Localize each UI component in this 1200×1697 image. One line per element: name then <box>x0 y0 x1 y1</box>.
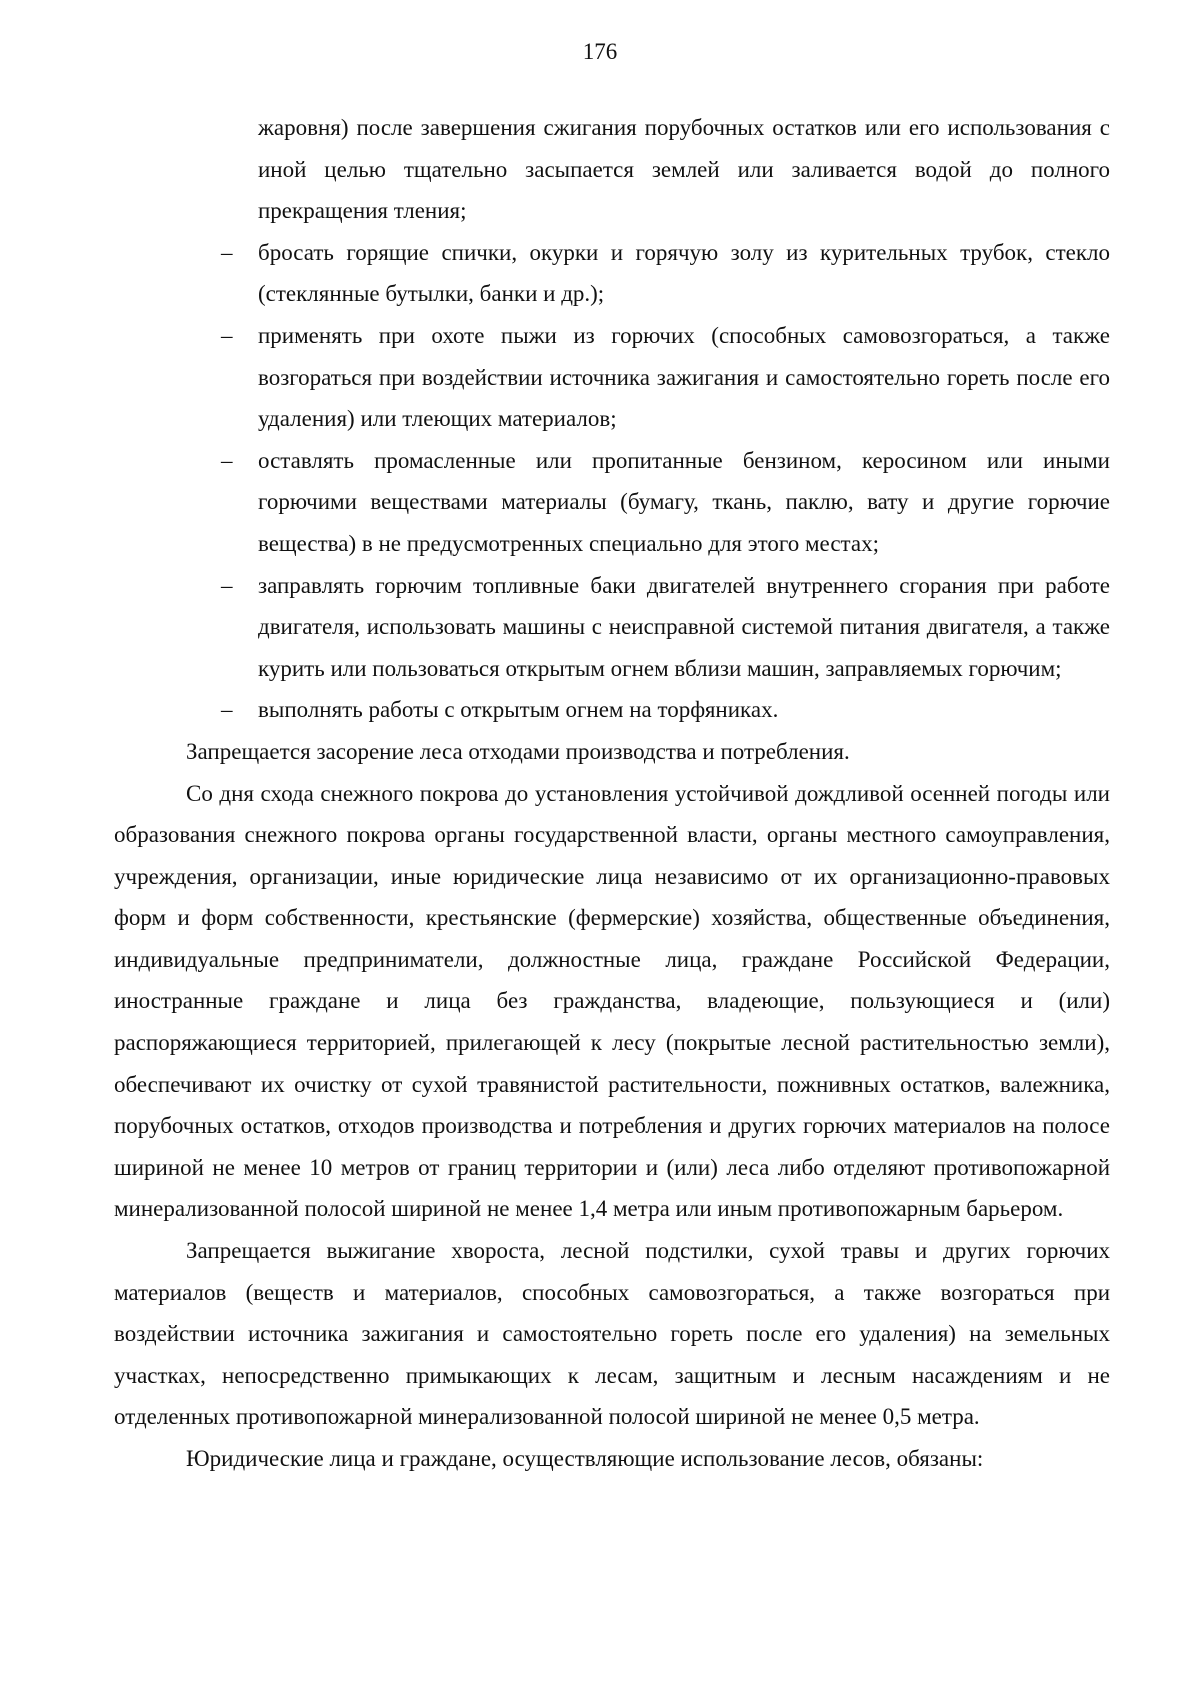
list-item-text: заправлять горючим топливные баки двигателей внутреннего сгорания при работе двигателя, использовать машины с неисправной системой питания двигателя, а также курить или пользоваться открытым огнем вблизи машин, заправляемых горючим; <box>258 572 1110 681</box>
list-item <box>114 565 1110 690</box>
page-number: 176 <box>582 39 618 64</box>
list-item-text: выполнять работы с открытым огнем на торфяниках. <box>258 697 779 723</box>
list-item-text: оставлять промасленные или пропитанные бензином, керосином или иными горючими веществами материалы (бумагу, ткань, паклю, вату и другие горючие вещества) в не предусмотренных специально для этого местах; <box>258 447 1110 556</box>
paragraph-clearing: Со дня схода снежного покрова до установления устойчивой дождливой осенней погоды или образования снежного покрова органы государственной власти, органы местного самоуправления, учреждения, организации, иные юридические лица независимо от их организационно-правовых форм и форм собственности, крестьянские (фермерские) хозяйства, общественные объединения, индивидуальные предприниматели, должностные лица, граждане Российской Федерации, иностранные граждане и лица без гражданства, владеющие, пользующиеся и (или) распоряжающиеся территорией, прилегающей к лесу (покрытые лесной растительностью земли), обеспечивают их очистку от сухой травянистой растительности, пожнивных остатков, валежника, порубочных остатков, отходов производства и потребления и других горючих материалов на полосе шириной не менее 10 метров от границ территории и (или) леса либо отделяют противопожарной минерализованной полосой шириной не менее 1,4 метра или иным противопожарным барьером. <box>114 780 1110 1222</box>
list-dash: – <box>221 239 233 265</box>
paragraph-littering: Запрещается засорение леса отходами производства и потребления. <box>186 738 850 764</box>
list-item <box>114 315 1110 440</box>
list-item <box>114 232 1110 315</box>
list-dash: – <box>221 572 233 598</box>
list-item <box>114 689 1110 731</box>
continuation-paragraph: жаровня) после завершения сжигания порубочных остатков или его использования с иной целью тщательно засыпается землей или заливается водой до полного прекращения тления; <box>258 115 1110 224</box>
list-item-text: применять при охоте пыжи из горючих (способных самовозгораться, а также возгораться при воздействии источника зажигания и самостоятельно гореть после его удаления) или тлеющих материалов; <box>258 322 1110 432</box>
paragraph-burning: Запрещается выжигание хвороста, лесной подстилки, сухой травы и других горючих материалов (веществ и материалов, способных самовозгораться, а также возгораться при воздействии источника зажигания и самостоятельно гореть после его удаления) на земельных участках, непосредственно примыкающих к лесам, защитным и лесным насаждениям и не отделенных противопожарной минерализованной полосой шириной не менее 0,5 метра. <box>114 1238 1110 1430</box>
list-dash: – <box>221 447 233 473</box>
list-item-text: бросать горящие спички, окурки и горячую золу из курительных трубок, стекло (стеклянные бутылки, банки и др.); <box>258 239 1110 307</box>
list-item <box>114 440 1110 565</box>
document-body <box>114 107 1110 1480</box>
paragraph-obligations: Юридические лица и граждане, осуществляющие использование лесов, обязаны: <box>186 1446 984 1471</box>
list-dash: – <box>221 697 233 723</box>
prohibition-list <box>114 232 1110 731</box>
list-dash: – <box>221 322 233 348</box>
